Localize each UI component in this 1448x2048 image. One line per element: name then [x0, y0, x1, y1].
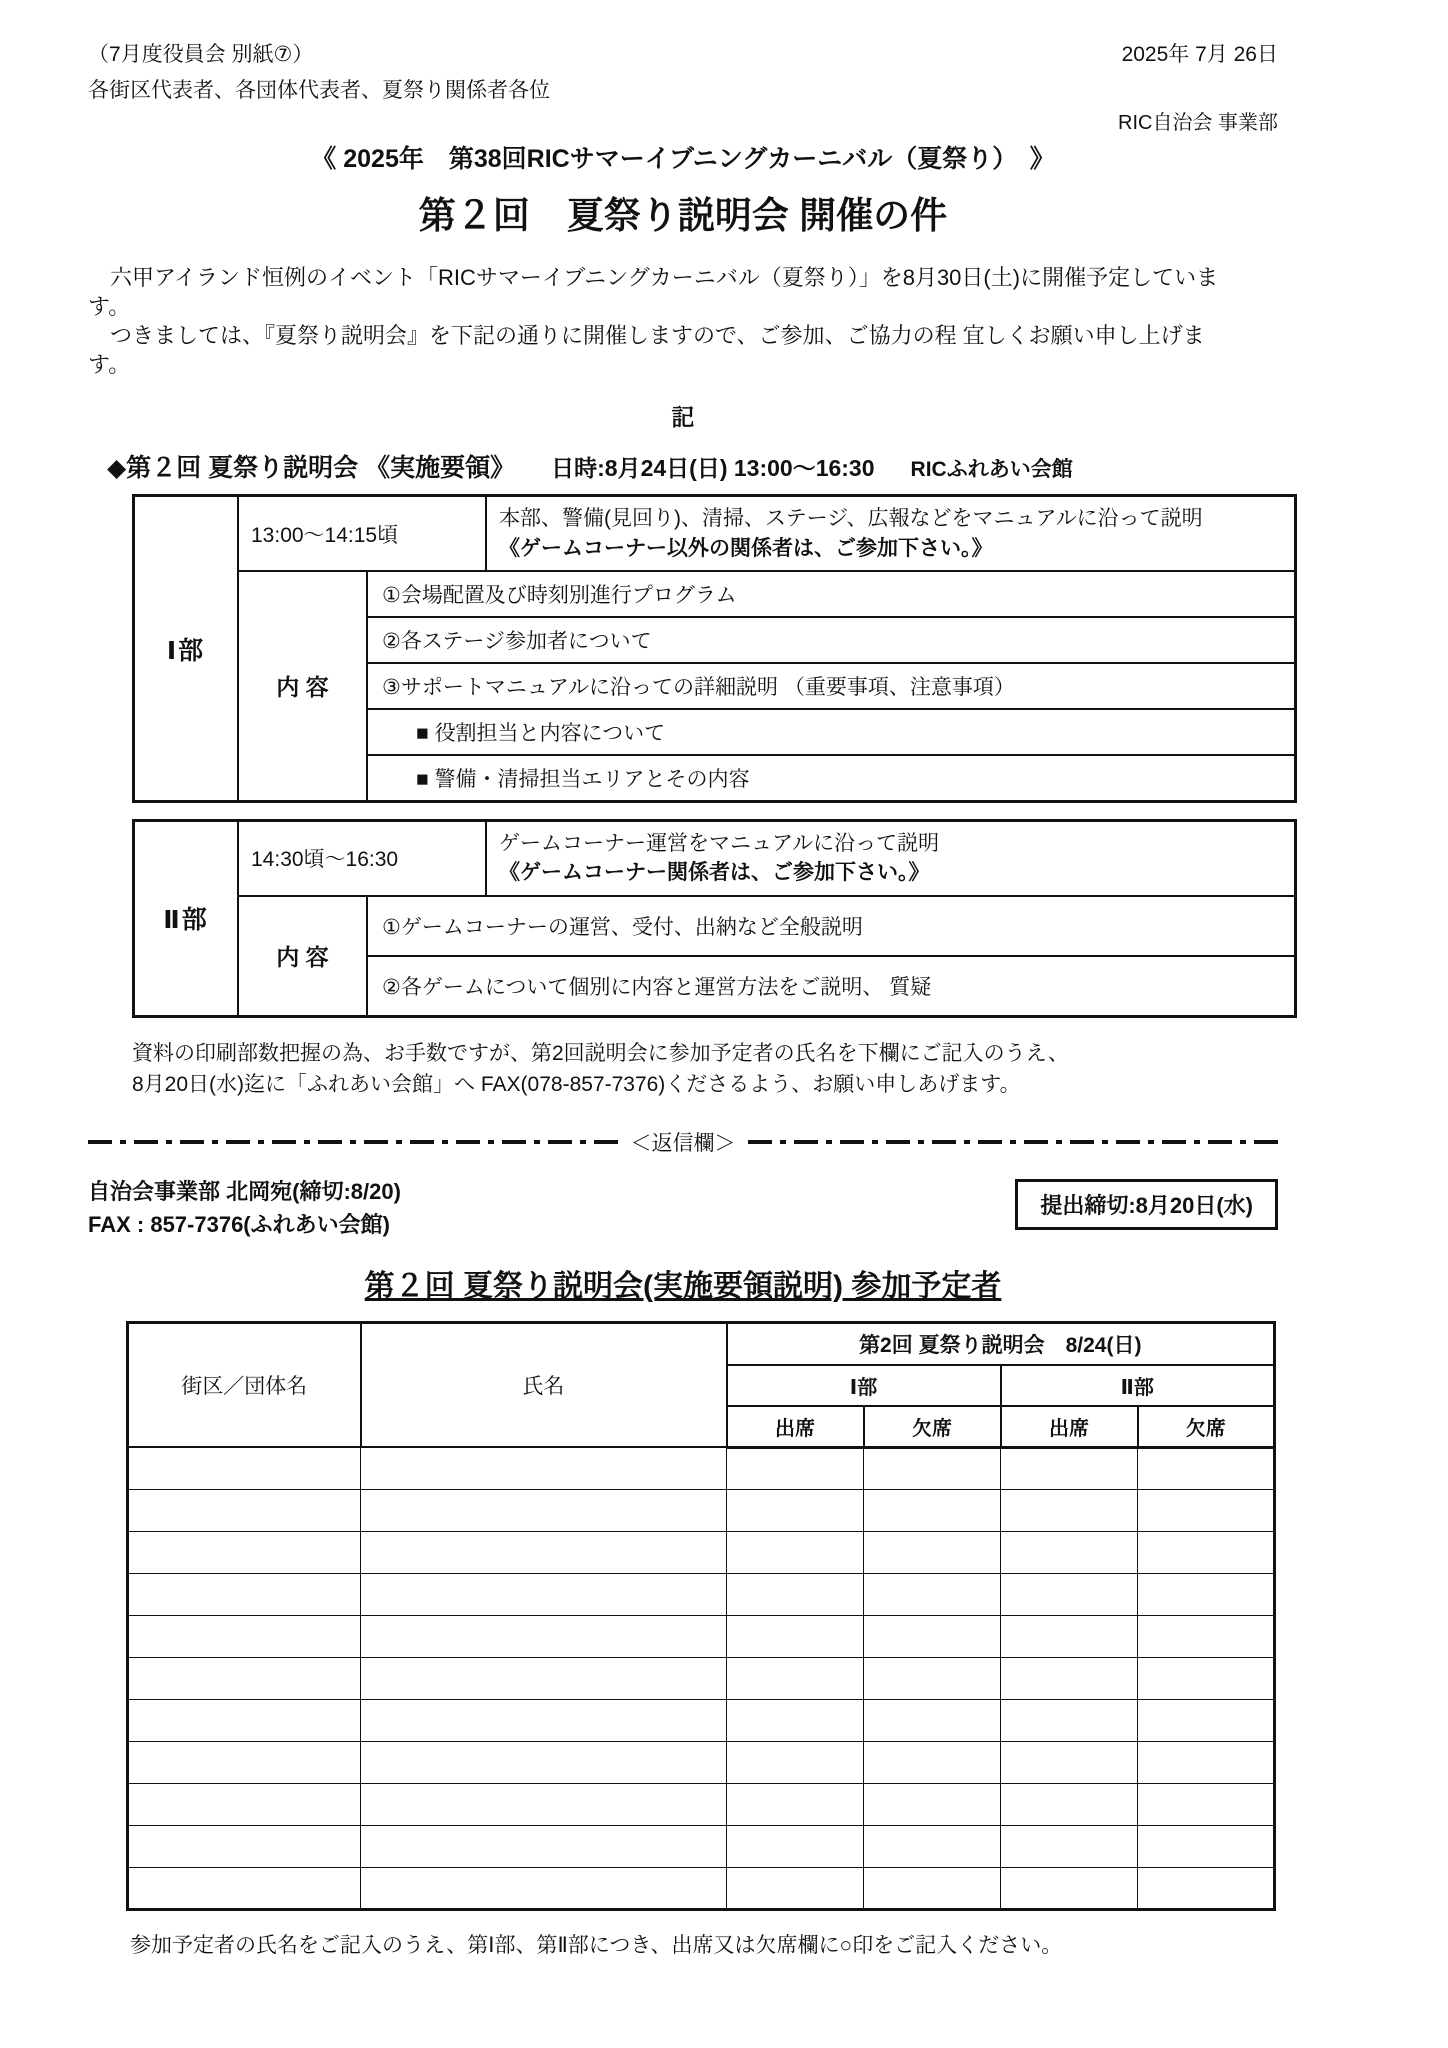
attendance-empty-row: [128, 1867, 1275, 1909]
attendance-empty-row: [128, 1615, 1275, 1657]
part1-body: [239, 497, 1294, 800]
session-heading-title: ◆第２回 夏祭り説明会 《実施要領》: [107, 454, 516, 483]
part1-item-3: ③サポートマニュアルに沿っての詳細説明 （重要事項、注意事項）: [368, 662, 1294, 708]
part1-time-row: [239, 497, 1294, 572]
part2-item-2: ②各ゲームについて個別に内容と運営方法をご説明、 質疑: [368, 955, 1294, 1015]
submission-deadline-box: 提出締切:8月20日(水): [1015, 1179, 1278, 1230]
footer-note: 参加予定者の氏名をご記入のうえ、第Ⅰ部、第Ⅱ部につき、出席又は欠席欄に○印をご記入ください。: [130, 1933, 1063, 1957]
part1-time: 13:00～14:15頃: [239, 497, 487, 570]
part1-items: [368, 572, 1294, 800]
attendance-empty-cell: [1001, 1657, 1138, 1699]
attendance-empty-cell: [361, 1783, 727, 1825]
part1-description-emphasis: 《ゲームコーナー以外の関係者は、ご参加下さい。》: [499, 536, 993, 560]
attendance-empty-cell: [1138, 1825, 1275, 1867]
session-venue: RICふれあい会館: [910, 458, 1073, 482]
intro-paragraph-1: 六甲アイランド恒例のイベント「RICサマーイブニングカーニバル（夏祭り）」を8月30日(土)に開催予定しています。: [88, 265, 1219, 320]
attendance-empty-cell: [1138, 1699, 1275, 1741]
attendance-empty-cell: [1138, 1573, 1275, 1615]
attendance-empty-cell: [727, 1741, 864, 1783]
attendance-empty-cell: [727, 1447, 864, 1489]
attendance-empty-cell: [128, 1657, 361, 1699]
attendance-empty-cell: [727, 1657, 864, 1699]
attendance-empty-cell: [361, 1825, 727, 1867]
part2-item-1: ①ゲームコーナーの運営、受付、出納など全般説明: [382, 915, 863, 939]
recipients-line: 各街区代表者、各団体代表者、夏祭り関係者各位: [88, 79, 550, 102]
attendance-empty-cell: [1138, 1741, 1275, 1783]
attendance-empty-cell: [864, 1699, 1001, 1741]
intro-section: [88, 263, 1278, 379]
sender-line: RIC自治会 事業部: [1118, 112, 1278, 134]
attendance-empty-cell: [727, 1699, 864, 1741]
part1-item-5: ■ 警備・清掃担当エリアとその内容: [368, 754, 1294, 800]
attendance-empty-cell: [727, 1615, 864, 1657]
attendance-empty-cell: [361, 1531, 727, 1573]
attendance-table-body: [128, 1447, 1275, 1909]
attendance-empty-row: [128, 1447, 1275, 1489]
attendance-empty-cell: [727, 1489, 864, 1531]
attendance-empty-cell: [864, 1825, 1001, 1867]
attendance-table-header: [128, 1322, 1275, 1447]
part1-description: 本部、警備(見回り)、清掃、ステージ、広報などをマニュアルに沿って説明: [499, 507, 1203, 531]
col-header-part2-absent: 欠席: [1138, 1406, 1275, 1448]
reply-fax-number: FAX : 857-7376(ふれあい会館): [88, 1211, 390, 1237]
attendance-empty-cell: [128, 1783, 361, 1825]
part1-table: [132, 494, 1297, 803]
reply-info-row: [88, 1175, 1278, 1241]
reply-section-label: ＜返信欄＞: [630, 1131, 736, 1155]
attendance-empty-row: [128, 1741, 1275, 1783]
attendance-empty-cell: [1138, 1447, 1275, 1489]
attendance-empty-row: [128, 1657, 1275, 1699]
attendance-empty-cell: [1001, 1783, 1138, 1825]
attendance-table: [126, 1321, 1276, 1911]
attendance-empty-row: [128, 1489, 1275, 1531]
part1-item-1: ①会場配置及び時刻別進行プログラム: [382, 583, 737, 607]
session-heading: [107, 448, 1278, 484]
attendance-empty-cell: [361, 1615, 727, 1657]
col-header-person-name: 氏名: [361, 1322, 727, 1447]
attendance-empty-cell: [1138, 1615, 1275, 1657]
attendance-empty-cell: [864, 1447, 1001, 1489]
col-header-block-name: 街区／団体名: [128, 1322, 361, 1447]
attendance-empty-cell: [864, 1741, 1001, 1783]
attendance-table-title: 第２回 夏祭り説明会(実施要領説明) 参加予定者: [364, 1269, 1002, 1303]
attendance-empty-cell: [128, 1699, 361, 1741]
col-header-part1-absent: 欠席: [864, 1406, 1001, 1448]
part1-label: Ⅰ部: [135, 497, 239, 800]
col-header-part2-attend: 出席: [1001, 1406, 1138, 1448]
attendance-empty-cell: [1001, 1699, 1138, 1741]
part2-description-emphasis: 《ゲームコーナー関係者は、ご参加下さい。》: [499, 861, 930, 885]
attendance-empty-cell: [1138, 1867, 1275, 1909]
dash-dot-line: [748, 1140, 1279, 1144]
attendance-empty-cell: [128, 1615, 361, 1657]
attendance-empty-cell: [727, 1867, 864, 1909]
attendance-empty-cell: [128, 1447, 361, 1489]
attendance-empty-cell: [1138, 1489, 1275, 1531]
attendance-empty-cell: [1001, 1615, 1138, 1657]
attendance-empty-cell: [864, 1657, 1001, 1699]
part1-content-row: [239, 572, 1294, 800]
attendance-empty-cell: [128, 1489, 361, 1531]
part2-description-cell: [487, 822, 1294, 895]
attendance-empty-cell: [727, 1531, 864, 1573]
attendance-empty-cell: [864, 1573, 1001, 1615]
part2-time-row: [239, 822, 1294, 897]
attendance-empty-cell: [864, 1783, 1001, 1825]
attendance-empty-cell: [864, 1489, 1001, 1531]
attendance-empty-cell: [864, 1615, 1001, 1657]
event-name-line: 《 2025年 第38回RICサマーイブニングカーニバル（夏祭り） 》: [311, 145, 1055, 173]
attendance-empty-row: [128, 1825, 1275, 1867]
reply-addressee: 自治会事業部 北岡宛(締切:8/20): [88, 1178, 401, 1204]
col-header-part2: Ⅱ部: [1001, 1365, 1275, 1406]
document-date: 2025年 7月 26日: [1121, 43, 1278, 66]
fax-note-line2: 8月20日(水)迄に「ふれあい会館」へ FAX(078-857-7376)くださるよう、お願い申しあげます。: [132, 1073, 1021, 1097]
attendance-empty-cell: [1138, 1531, 1275, 1573]
attendance-empty-cell: [1138, 1783, 1275, 1825]
attendance-empty-cell: [128, 1741, 361, 1783]
attendance-empty-row: [128, 1699, 1275, 1741]
part2-content-label: 内 容: [239, 897, 368, 1015]
attendance-empty-cell: [128, 1867, 361, 1909]
meeting-attachment-note: （7月度役員会 別紙⑦）: [88, 43, 314, 66]
attendance-empty-cell: [361, 1657, 727, 1699]
reply-address-block: [88, 1175, 401, 1241]
attendance-empty-cell: [864, 1867, 1001, 1909]
part2-description: ゲームコーナー運営をマニュアルに沿って説明: [499, 831, 940, 855]
attendance-empty-cell: [1001, 1447, 1138, 1489]
part2-table: [132, 819, 1297, 1018]
session-datetime: 日時:8月24日(日) 13:00～16:30: [551, 455, 875, 482]
attendance-empty-cell: [864, 1531, 1001, 1573]
reply-section-divider: [88, 1127, 1278, 1157]
attendance-empty-cell: [727, 1573, 864, 1615]
attendance-empty-cell: [361, 1867, 727, 1909]
part2-label: Ⅱ部: [135, 822, 239, 1015]
attendance-empty-cell: [361, 1699, 727, 1741]
attendance-empty-row: [128, 1573, 1275, 1615]
col-header-session: 第2回 夏祭り説明会 8/24(日): [727, 1322, 1275, 1365]
col-header-part1: Ⅰ部: [727, 1365, 1001, 1406]
attendance-empty-cell: [128, 1573, 361, 1615]
attendance-empty-cell: [1001, 1531, 1138, 1573]
attendance-empty-cell: [1001, 1825, 1138, 1867]
attendance-empty-cell: [128, 1825, 361, 1867]
attendance-empty-cell: [1001, 1489, 1138, 1531]
part1-content-label: 内 容: [239, 572, 368, 800]
attendance-empty-cell: [1001, 1573, 1138, 1615]
part2-content-row: [239, 897, 1294, 1015]
fax-request-note: [132, 1038, 1278, 1101]
part1-description-cell: [487, 497, 1294, 570]
document-title: 第２回 夏祭り説明会 開催の件: [418, 195, 948, 236]
part2-items: [368, 897, 1294, 1015]
part1-item-2: ②各ステージ参加者について: [368, 616, 1294, 662]
fax-note-line1: 資料の印刷部数把握の為、お手数ですが、第2回説明会に参加予定者の氏名を下欄にご記入のうえ、: [132, 1041, 1069, 1065]
attendance-empty-cell: [361, 1447, 727, 1489]
part1-item-4: ■ 役割担当と内容について: [368, 708, 1294, 754]
attendance-empty-cell: [1001, 1867, 1138, 1909]
dash-dot-line: [88, 1140, 619, 1144]
attendance-empty-cell: [361, 1573, 727, 1615]
attendance-empty-cell: [361, 1741, 727, 1783]
attendance-empty-row: [128, 1783, 1275, 1825]
attendance-empty-cell: [361, 1489, 727, 1531]
attendance-empty-cell: [727, 1783, 864, 1825]
part2-time: 14:30頃～16:30: [239, 822, 487, 895]
attendance-empty-cell: [128, 1531, 361, 1573]
col-header-part1-attend: 出席: [727, 1406, 864, 1448]
intro-paragraph-2: つきましては、『夏祭り説明会』を下記の通りに開催しますので、ご参加、ご協力の程 宜しくお願い申し上げます。: [88, 323, 1205, 378]
header-row: [88, 38, 1278, 68]
attendance-empty-cell: [1001, 1741, 1138, 1783]
attendance-empty-row: [128, 1531, 1275, 1573]
attendance-empty-cell: [727, 1825, 864, 1867]
attendance-empty-cell: [1138, 1657, 1275, 1699]
record-mark: 記: [671, 404, 695, 431]
part2-body: [239, 822, 1294, 1015]
